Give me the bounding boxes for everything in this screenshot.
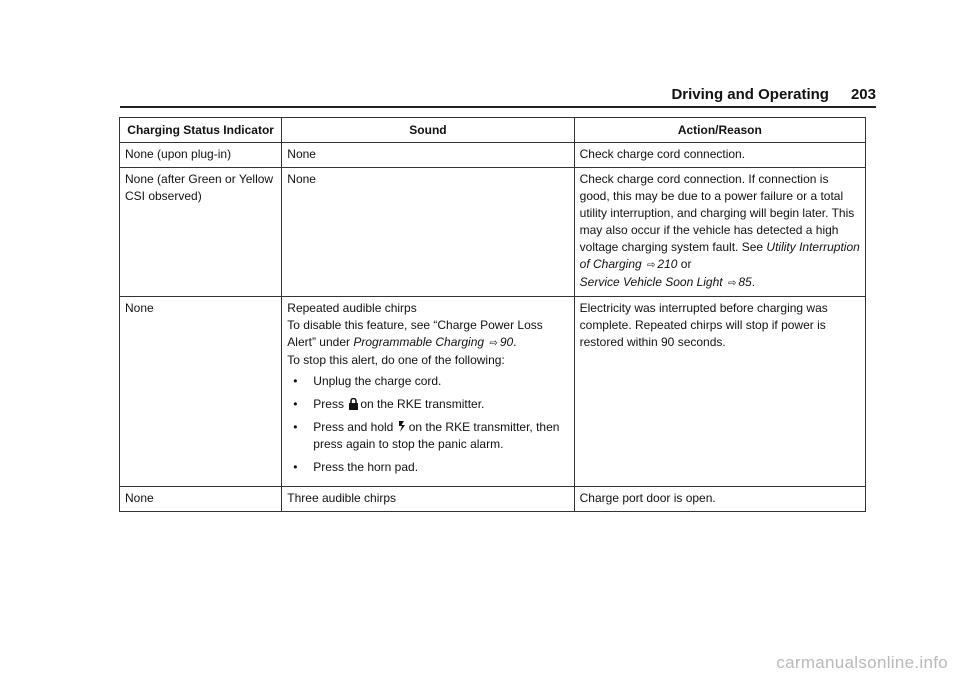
cell-action (574, 168, 865, 297)
period: . (751, 275, 756, 289)
list-item (287, 373, 568, 390)
cell-sound: None (282, 168, 574, 297)
ref-programmable-charging[interactable]: Programmable Charging (353, 335, 485, 349)
page-reference-arrow-icon: ⇨ (727, 278, 737, 289)
page-reference-arrow-icon: ⇨ (489, 338, 498, 349)
sound-line: Repeated audible chirps (287, 301, 417, 315)
page-header (120, 86, 876, 108)
page-reference-arrow-icon: ⇨ (647, 260, 656, 271)
table-row (120, 143, 866, 168)
table-row (120, 297, 866, 487)
cell-sound: None (282, 143, 574, 168)
list-item (287, 396, 568, 413)
remote-lock-icon (348, 398, 359, 410)
period: . (513, 335, 517, 349)
table-row (120, 168, 866, 297)
ref-page[interactable]: 210 (657, 257, 678, 271)
or-text: or (680, 257, 692, 271)
cell-indicator: None (120, 297, 282, 487)
sound-line: To stop this alert, do one of the following: (287, 353, 505, 367)
ref-utility-interruption[interactable]: Utility Interruption of Charging (579, 240, 860, 271)
bullet-icon: • (293, 397, 298, 411)
bullet-text: Press the horn pad. (313, 460, 419, 474)
ref-page[interactable]: 85 (738, 275, 752, 289)
bullet-icon: • (293, 420, 298, 434)
cell-action: Electricity was interrupted before charging was complete. Repeated chirps will stop if power is restored within 90 seconds. (574, 297, 865, 487)
action-text: Check charge cord connection. If connection is good, this may be due to a power failure or a total utility interruption, and charging will begin later. This may also occur if the vehicle has detected a high voltage charging system fault. See (579, 172, 855, 254)
bullet-text: Press (313, 397, 344, 411)
bullet-text: Unplug the charge cord. (313, 374, 442, 388)
col-header-indicator: Charging Status Indicator (120, 118, 282, 143)
ref-service-vehicle-soon[interactable]: Service Vehicle Soon Light (579, 275, 723, 289)
table-header-row (120, 118, 866, 143)
list-item (287, 459, 568, 476)
table-row (120, 487, 866, 512)
bullet-text: Press and hold (313, 420, 394, 434)
sound-line (287, 317, 568, 352)
col-header-sound: Sound (282, 118, 574, 143)
bullet-text: on the RKE transmitter, then press again to stop the panic alarm. (313, 420, 560, 451)
bullet-list (287, 373, 568, 476)
sound-text: To disable this feature, see “Charge Power Loss Alert” under (287, 318, 543, 349)
bullet-icon: • (293, 460, 298, 474)
cell-action: Charge port door is open. (574, 487, 865, 512)
col-header-action: Action/Reason (574, 118, 865, 143)
cell-action: Check charge cord connection. (574, 143, 865, 168)
bullet-icon: • (293, 374, 298, 388)
charging-status-table (119, 117, 866, 512)
list-item (287, 419, 568, 453)
section-title: Driving and Operating (671, 86, 829, 103)
cell-sound (282, 297, 574, 487)
watermark-text: carmanualsonline.info (776, 653, 948, 672)
panic-alarm-icon (398, 420, 408, 433)
cell-indicator: None (120, 487, 282, 512)
cell-indicator: None (after Green or Yellow CSI observed) (120, 168, 282, 297)
page-number: 203 (850, 86, 876, 103)
cell-sound: Three audible chirps (282, 487, 574, 512)
ref-page[interactable]: 90 (499, 335, 514, 349)
bullet-text: on the RKE transmitter. (360, 397, 485, 411)
cell-indicator: None (upon plug-in) (120, 143, 282, 168)
